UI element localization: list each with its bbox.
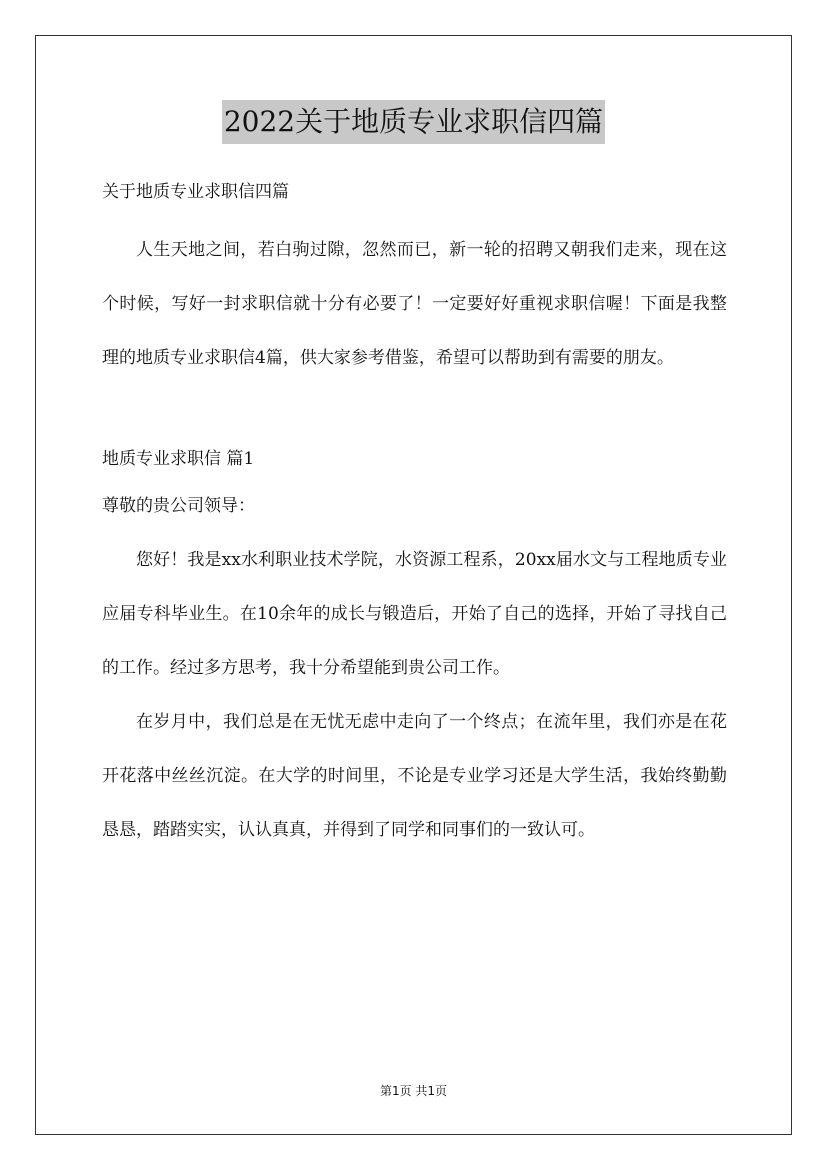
title-container — [0, 100, 827, 144]
section-spacer — [102, 385, 727, 425]
intro-paragraph: 人生天地之间，若白驹过隙，忽然而已，新一轮的招聘又朝我们走来，现在这个时候，写好一封求职信就十分有必要了！一定要好好重视求职信喔！下面是我整理的地质专业求职信4篇，供大家参考借鉴，希望可以帮助到有需要的朋友。 — [102, 240, 727, 368]
document-title: 2022关于地质专业求职信四篇 — [222, 100, 605, 144]
salutation: 尊敬的贵公司领导： — [102, 496, 255, 516]
document-body — [102, 170, 727, 857]
document-subtitle: 关于地质专业求职信四篇 — [102, 182, 289, 202]
section-heading: 地质专业求职信 篇1 — [102, 449, 255, 469]
body-paragraph-1: 您好！我是xx水利职业技术学院，水资源工程系，20xx届水文与工程地质专业应届专科毕业生。在10余年的成长与锻造后，开始了自己的选择，开始了寻找自己的工作。经过多方思考，我十分希望能到贵公司工作。 — [102, 550, 727, 678]
page-footer: 第1页 共1页 — [379, 1084, 448, 1098]
body-paragraph-2: 在岁月中，我们总是在无忧无虑中走向了一个终点；在流年里，我们亦是在花开花落中丝丝沉淀。在大学的时间里，不论是专业学习还是大学生活，我始终勤勤恳恳，踏踏实实，认认真真，并得到了同学和同事们的一致认可。 — [102, 712, 727, 840]
